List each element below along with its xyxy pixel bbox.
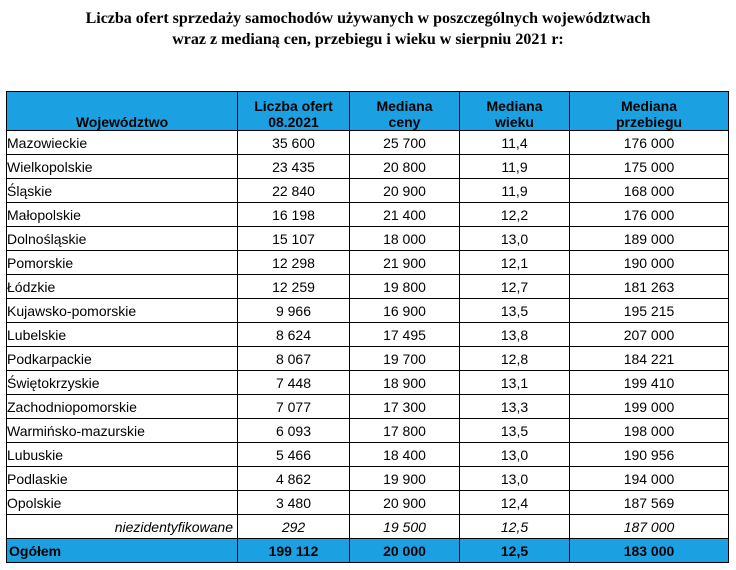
offers-cell: 12 259 [238, 275, 350, 299]
header-mileage: Mediana przebiegu [570, 92, 729, 131]
mileage-cell: 189 000 [570, 227, 729, 251]
region-cell: Małopolskie [7, 203, 238, 227]
unidentified-row [7, 515, 729, 539]
region-cell: Wielkopolskie [7, 155, 238, 179]
age-cell: 12,5 [460, 515, 570, 539]
table-row [7, 251, 729, 275]
offers-cell: 8 624 [238, 323, 350, 347]
age-cell: 11,9 [460, 155, 570, 179]
price-cell: 21 900 [350, 251, 460, 275]
mileage-cell: 199 410 [570, 371, 729, 395]
age-cell: 13,1 [460, 371, 570, 395]
mileage-cell: 184 221 [570, 347, 729, 371]
offers-cell: 16 198 [238, 203, 350, 227]
table-row [7, 275, 729, 299]
offers-cell: 15 107 [238, 227, 350, 251]
price-cell: 17 800 [350, 419, 460, 443]
region-cell: Łódzkie [7, 275, 238, 299]
price-cell: 25 700 [350, 131, 460, 155]
price-cell: 20 900 [350, 179, 460, 203]
region-cell: Zachodniopomorskie [7, 395, 238, 419]
header-region: Województwo [7, 92, 238, 131]
region-cell: Podkarpackie [7, 347, 238, 371]
page-title [0, 8, 736, 50]
age-cell: 11,4 [460, 131, 570, 155]
age-cell: 13,8 [460, 323, 570, 347]
total-row [7, 539, 729, 563]
offers-cell: 7 077 [238, 395, 350, 419]
age-cell: 13,0 [460, 443, 570, 467]
mileage-cell: 207 000 [570, 323, 729, 347]
offers-cell: 6 093 [238, 419, 350, 443]
header-age: Mediana wieku [460, 92, 570, 131]
offers-cell: 199 112 [238, 539, 350, 563]
mileage-cell: 198 000 [570, 419, 729, 443]
table-row [7, 371, 729, 395]
table-row [7, 227, 729, 251]
offers-cell: 8 067 [238, 347, 350, 371]
region-cell: Lubuskie [7, 443, 238, 467]
mileage-cell: 176 000 [570, 131, 729, 155]
region-cell: niezidentyfikowane [7, 515, 238, 539]
price-cell: 20 900 [350, 491, 460, 515]
offers-cell: 35 600 [238, 131, 350, 155]
mileage-cell: 168 000 [570, 179, 729, 203]
mileage-cell: 181 263 [570, 275, 729, 299]
offers-cell: 9 966 [238, 299, 350, 323]
table-row [7, 203, 729, 227]
price-cell: 20 800 [350, 155, 460, 179]
mileage-cell: 175 000 [570, 155, 729, 179]
mileage-cell: 190 000 [570, 251, 729, 275]
age-cell: 13,0 [460, 467, 570, 491]
price-cell: 17 495 [350, 323, 460, 347]
price-cell: 20 000 [350, 539, 460, 563]
price-cell: 21 400 [350, 203, 460, 227]
age-cell: 12,1 [460, 251, 570, 275]
mileage-cell: 190 956 [570, 443, 729, 467]
age-cell: 12,7 [460, 275, 570, 299]
header-offers: Liczba ofert 08.2021 [238, 92, 350, 131]
offers-cell: 3 480 [238, 491, 350, 515]
table-row [7, 419, 729, 443]
offers-cell: 4 862 [238, 467, 350, 491]
age-cell: 13,5 [460, 419, 570, 443]
table-header-row [7, 92, 729, 131]
age-cell: 12,2 [460, 203, 570, 227]
region-cell: Dolnośląskie [7, 227, 238, 251]
price-cell: 19 500 [350, 515, 460, 539]
table-row [7, 347, 729, 371]
region-cell: Świętokrzyskie [7, 371, 238, 395]
table-row [7, 155, 729, 179]
offers-cell: 292 [238, 515, 350, 539]
region-cell: Podlaskie [7, 467, 238, 491]
table-row [7, 443, 729, 467]
mileage-cell: 187 000 [570, 515, 729, 539]
price-cell: 18 400 [350, 443, 460, 467]
table-body [7, 131, 729, 563]
offers-cell: 12 298 [238, 251, 350, 275]
age-cell: 13,5 [460, 299, 570, 323]
offers-cell: 7 448 [238, 371, 350, 395]
header-price: Mediana ceny [350, 92, 460, 131]
price-cell: 19 900 [350, 467, 460, 491]
age-cell: 12,8 [460, 347, 570, 371]
price-cell: 16 900 [350, 299, 460, 323]
age-cell: 13,3 [460, 395, 570, 419]
mileage-cell: 176 000 [570, 203, 729, 227]
age-cell: 11,9 [460, 179, 570, 203]
table-row [7, 395, 729, 419]
age-cell: 12,4 [460, 491, 570, 515]
price-cell: 18 900 [350, 371, 460, 395]
price-cell: 19 800 [350, 275, 460, 299]
offers-cell: 5 466 [238, 443, 350, 467]
offers-table [6, 91, 729, 563]
region-cell: Mazowieckie [7, 131, 238, 155]
offers-cell: 22 840 [238, 179, 350, 203]
age-cell: 13,0 [460, 227, 570, 251]
mileage-cell: 195 215 [570, 299, 729, 323]
table-row [7, 179, 729, 203]
age-cell: 12,5 [460, 539, 570, 563]
region-cell: Śląskie [7, 179, 238, 203]
title-line-2: wraz z medianą cen, przebiegu i wieku w sierpniu 2021 r: [172, 31, 564, 48]
region-cell: Lubelskie [7, 323, 238, 347]
region-cell: Pomorskie [7, 251, 238, 275]
table-row [7, 299, 729, 323]
mileage-cell: 187 569 [570, 491, 729, 515]
table-row [7, 491, 729, 515]
table-row [7, 131, 729, 155]
region-cell: Opolskie [7, 491, 238, 515]
price-cell: 17 300 [350, 395, 460, 419]
mileage-cell: 194 000 [570, 467, 729, 491]
region-cell: Warmińsko-mazurskie [7, 419, 238, 443]
region-cell: Ogółem [7, 539, 238, 563]
table-row [7, 467, 729, 491]
region-cell: Kujawsko-pomorskie [7, 299, 238, 323]
mileage-cell: 199 000 [570, 395, 729, 419]
mileage-cell: 183 000 [570, 539, 729, 563]
offers-cell: 23 435 [238, 155, 350, 179]
price-cell: 18 000 [350, 227, 460, 251]
price-cell: 19 700 [350, 347, 460, 371]
table-row [7, 323, 729, 347]
title-line-1: Liczba ofert sprzedaży samochodów używanych w poszczególnych województwach [85, 10, 651, 27]
